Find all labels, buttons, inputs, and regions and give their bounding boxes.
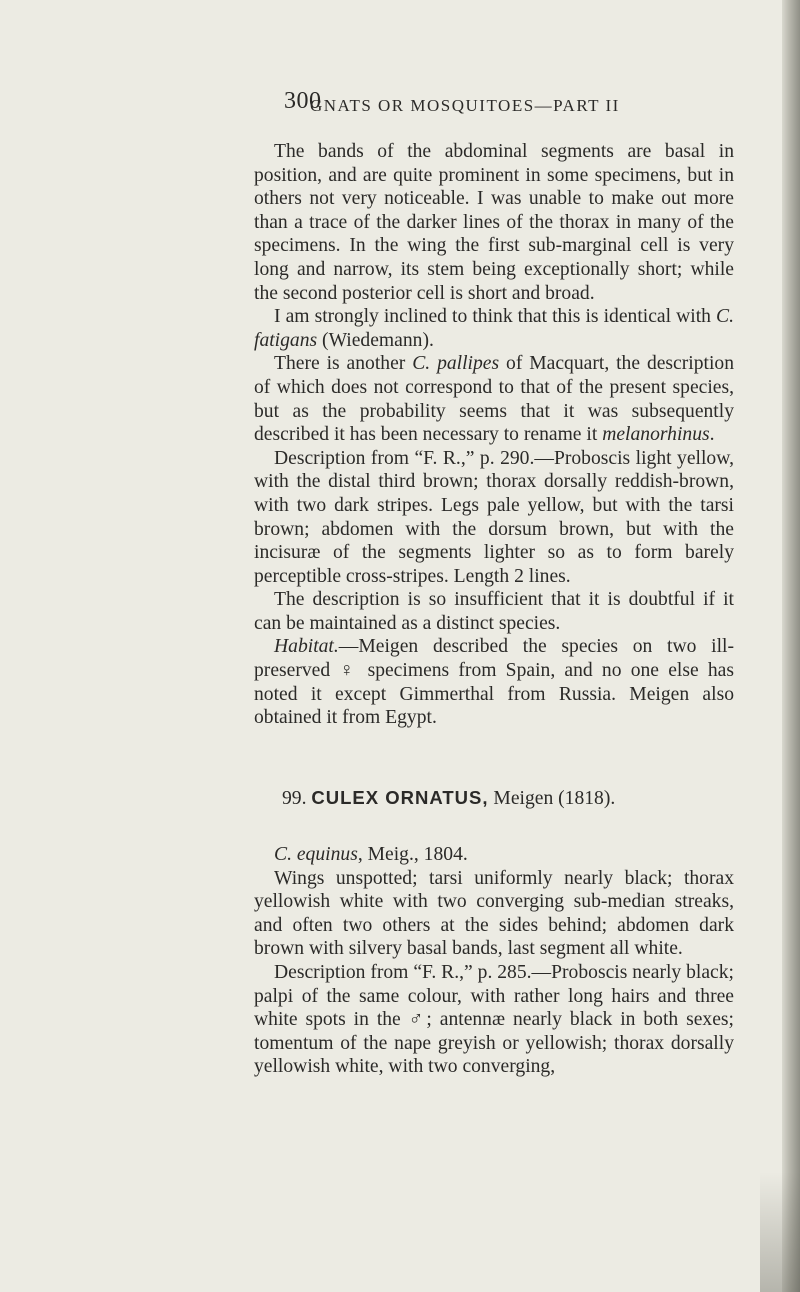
section-body-culex-ornatus bbox=[254, 843, 734, 1079]
species-name-melanorhinus: melanorhinus bbox=[602, 424, 710, 446]
page-header bbox=[284, 88, 724, 118]
paragraph-description: Description from “F. R.,” p. 290.—Proboscis light yellow, with the distal third brown; thorax dorsally reddish-brown, with two dark stripes. Legs pale yellow, but with the tarsi brown; abdomen with the dorsum brown, but with the incisuræ of the segments lighter so as to form barely perceptible cross-stripes. Length 2 lines. bbox=[254, 447, 734, 587]
paragraph-pallipes: There is another C. pallipes of Macquart, the description of which does not correspond to that of the present species, but as the probability seems that it was subsequently described it has been necessary to rename it melanorhinus. bbox=[254, 353, 735, 446]
section-number: 99. bbox=[282, 788, 307, 809]
page-edge-shadow bbox=[782, 0, 800, 1292]
paragraph-insufficient: The description is so insufficient that it is doubtful if it can be maintained as a distinct species. bbox=[254, 589, 734, 634]
section-body-previous-species bbox=[254, 140, 734, 730]
paragraph-habitat: Habitat.—Meigen described the species on two ill-preserved ♀ specimens from Spain, and no one else has noted it except Gimmerthal from Russia. Meigen also obtained it from Egypt. bbox=[254, 636, 734, 729]
page-number: 300 bbox=[284, 88, 322, 114]
species-authority: Meigen (1818). bbox=[493, 788, 616, 809]
paragraph-description-ornatus: Description from “F. R.,” p. 285.—Proboscis nearly black; palpi of the same colour, with rather long hairs and three white spots in the ♂; antennæ nearly black in both sexes; tomentum of the nape greyish or yellowish; thorax dorsally yellowish white, with two converging, bbox=[254, 961, 734, 1078]
running-head: GNATS OR MOSQUITOES—PART II bbox=[310, 96, 620, 115]
paragraph-identity: I am strongly inclined to think that this is identical with C. fatigans (Wiedemann). bbox=[254, 306, 734, 351]
habitat-label: Habitat. bbox=[274, 636, 339, 658]
paragraph-diagnosis: Wings unspotted; tarsi uniformly nearly black; thorax yellowish white with two converging sub-median streaks, and often two others at the sides behind; abdomen dark brown with silvery basal bands, last segment all white. bbox=[254, 867, 734, 960]
species-name-fatigans: C. fatigans bbox=[254, 306, 734, 351]
section-heading-culex-ornatus bbox=[282, 787, 722, 810]
species-heading-name: CULEX ORNATUS, bbox=[311, 787, 489, 808]
paragraph-synonym: C. equinus, Meig., 1804. bbox=[274, 844, 468, 865]
page-corner-shadow bbox=[760, 1172, 800, 1292]
synonym-name: C. equinus bbox=[274, 844, 358, 865]
species-name-pallipes: C. pallipes bbox=[412, 353, 500, 375]
paragraph-abdominal-bands: The bands of the abdominal segments are basal in position, and are quite prominent in some specimens, but in others not very noticeable. I was unable to make out more than a trace of the darker lines of the thorax in many of the specimens. In the wing the first sub-marginal cell is very long and narrow, its stem being exceptionally short; while the second posterior cell is short and broad. bbox=[254, 141, 734, 304]
